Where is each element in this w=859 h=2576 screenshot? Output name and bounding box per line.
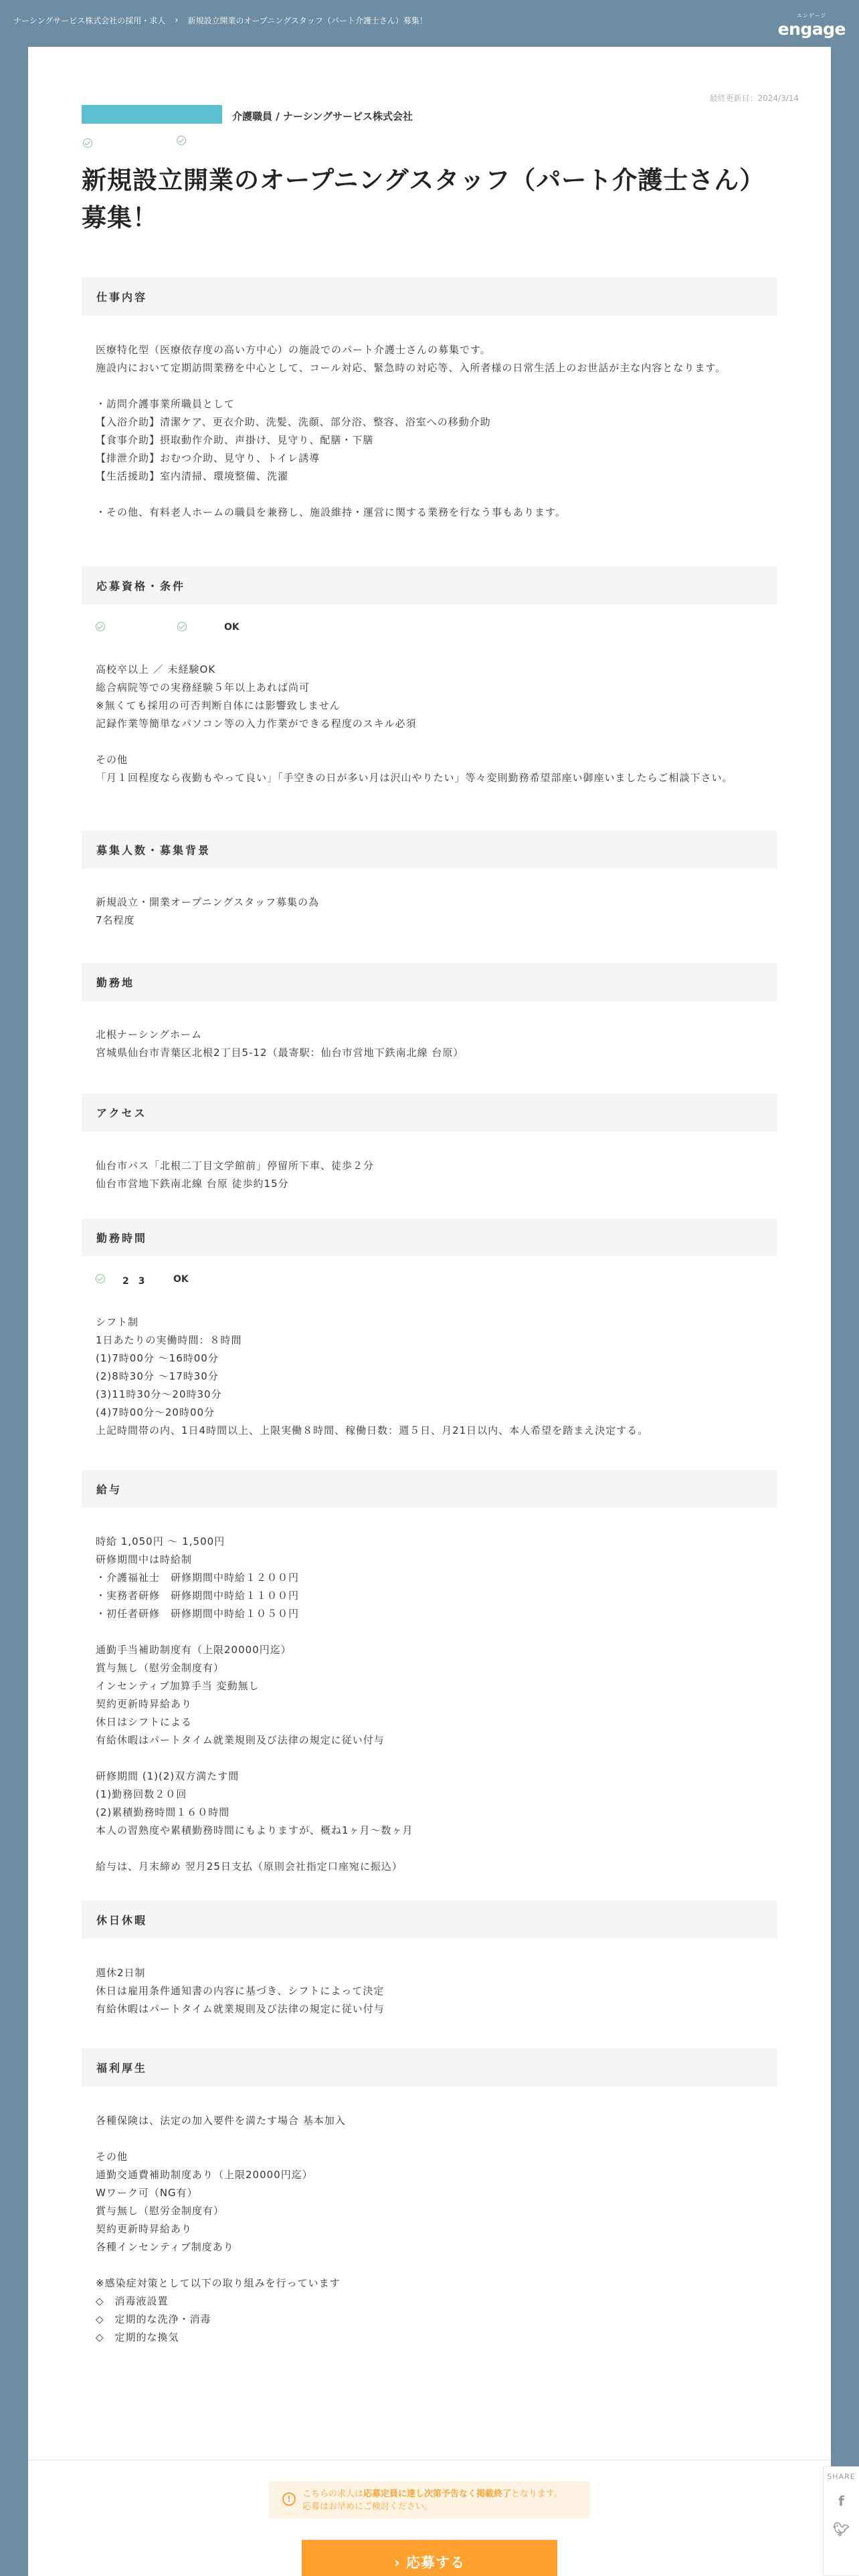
recruit-text: 新規設立・開業オープニングスタッフ募集の為 7名程度 (96, 896, 320, 926)
section-heading-salary: 給与 (82, 1470, 777, 1508)
section-heading-hours: 勤務時間 (82, 1218, 777, 1257)
section-heading-requirements: 応募資格・条件 (82, 566, 777, 605)
facebook-icon[interactable]: f (838, 2493, 844, 2509)
section-heading-description: 仕事内容 (82, 278, 777, 316)
feature-tags (83, 136, 92, 148)
job-card (28, 47, 831, 2576)
share-label: SHARE (827, 2472, 856, 2481)
twitter-icon[interactable]: 🐦︎ (832, 2521, 850, 2537)
breadcrumb-company-link[interactable]: ナーシングサービス株式会社の採用・求人 (13, 16, 166, 25)
ok-label: OK (224, 622, 240, 633)
section-heading-recruit: 募集人数・募集背景 (82, 831, 777, 869)
company-name: 介護職員 / ナーシングサービス株式会社 (232, 110, 413, 122)
breadcrumb-current: 新規設立開業のオープニングスタッフ（パート介護士さん）募集！ (187, 16, 427, 25)
chevron-right-icon: › (175, 15, 179, 25)
engage-logo[interactable] (778, 12, 846, 39)
ok-label: OK (173, 1274, 189, 1285)
logo-text: engage (777, 19, 846, 39)
page-title: 新規設立開業のオープニングスタッフ（パート介護士さん）募集！ (82, 166, 765, 232)
hours-text: シフト制 1日あたりの実働時間：８時間 (1)7時00分 ～16時00分 (2)8時30分 ～17時30分 (3)11時30分～20時30分 (4)7時00分～20時00分 上記時間帯の内、1日4時間以上、上限実働８時間、稼働日数：週５日、月21日以内、本人希望を踏まえ決定する。 (96, 1316, 649, 1436)
check-icon (177, 622, 187, 631)
share-panel (823, 2466, 859, 2576)
section-heading-benefits: 福利厚生 (82, 2048, 777, 2086)
check-icon (83, 138, 92, 148)
salary-text: 時給 1,050円 ～ 1,500円 研修期間中は時給制 ・介護福祉士 研修期間中時給１２００円 ・実務者研修 研修期間中時給１１００円 ・初任者研修 研修期間中時給１０５０円 通勤手当補助制度有（上限20000円迄） 賞与無し（慰労金制度有） インセンティブ加算手当 変動無し 契約更新時昇給あり 休日はシフトによる 有給休暇はパートタイム就業規則及び法律の規定に従い付与 研修期間 (1)(2)双方満たす間 (1)勤務回数２０回 (2)累積勤務時間１６０時間 本人の習熟度や累積勤務時間にもよりますが、概ね1ヶ月～数ヶ月 給与は、月末締め 翌月25日支払（原則会社指定口座宛に振込） (96, 1535, 413, 1872)
benefits-text: 各種保険は、法定の加入要件を満たす場合 基本加入 その他 通勤交通費補助制度あり（上限20000円迄） Wワーク可（NG有） 賞与無し（慰労金制度有） 契約更新時昇給あり 各種インセンティブ制度あり ※感染症対策として以下の取り組みを行っています ◇ 消毒液設置 ◇ 定期的な洗浄・消毒 ◇ 定期的な換気 (96, 2115, 346, 2343)
holidays-text: 週休2日制 休日は雇用条件通知書の内容に基づき、シフトによって決定 有給休暇はパートタイム就業規則及び法律の規定に従い付与 (96, 1967, 385, 2015)
notice-line2: 応募はお早めにご検討ください。 (302, 2502, 434, 2512)
breadcrumb (13, 15, 427, 26)
check-icon (96, 622, 105, 631)
apply-button[interactable]: › 応募する (302, 2540, 557, 2576)
access-text: 仙台市バス「北根二丁目文学館前」停留所下車、徒歩２分 仙台市営地下鉄南北線 台原 徒歩約15分 (96, 1160, 375, 1190)
section-heading-holidays: 休日休暇 (82, 1901, 777, 1939)
info-icon: ! (282, 2492, 296, 2506)
requirements-text: 高校卒以上 ／ 未経験OK 総合病院等での実務経験５年以上あれば尚可 ※無くても採用の可否判断自体には影響致しません 記録作業等簡単なパソコン等の入力作業ができる程度のスキル必須 その他 「月１回程度なら夜勤もやって良い」「手空きの日が多い月は沢山やりたい」等々変則勤務希望部座い御座いましたらご相談下さい。 (96, 663, 733, 784)
section-heading-location: 勤務地 (82, 963, 777, 1001)
check-icon (96, 1274, 105, 1283)
location-text: 北根ナーシングホーム 宮城県仙台市青葉区北根2丁目5-12（最寄駅：仙台市営地下鉄南北線 台原） (96, 1029, 464, 1059)
closing-notice (269, 2481, 590, 2518)
section-heading-access: アクセス (82, 1093, 777, 1132)
notice-bold: 応募定員に達し次第予告なく掲載終了 (363, 2489, 512, 2499)
top-bar (0, 0, 859, 43)
description-text: 医療特化型（医療依存度の高い方中心）の施設でのパート介護士さんの募集です。 施設内において定期訪問業務を中心として、コール対応、緊急時の対応等、入所者様の日常生活上のお世話が主な内容となります。 ・訪問介護事業所職員として 【入浴介助】清潔ケア、更衣介助、洗髪、洗顔、部分浴、整容、浴室への移動介助 【食事介助】摂取動作介助、声掛け、見守り、配膳・下膳 【排泄介助】おむつ介助、見守り、トイレ誘導 【生活援助】室内清掃、環境整備、洗濯 ・その他、有料老人ホームの職員を兼務し、施設維持・運営に関する業務を行なう事もあります。 (96, 344, 727, 518)
notice-suffix: となります。 (511, 2489, 563, 2499)
last-updated: 最終更新日：2024/3/14 (709, 94, 799, 103)
check-icon (177, 136, 186, 145)
logo-ruby: エンゲージ (796, 13, 827, 19)
category-tag-bar (82, 105, 222, 124)
hours-tag-label: 2 3 (122, 1276, 145, 1287)
notice-prefix: こちらの求人は (302, 2489, 364, 2499)
